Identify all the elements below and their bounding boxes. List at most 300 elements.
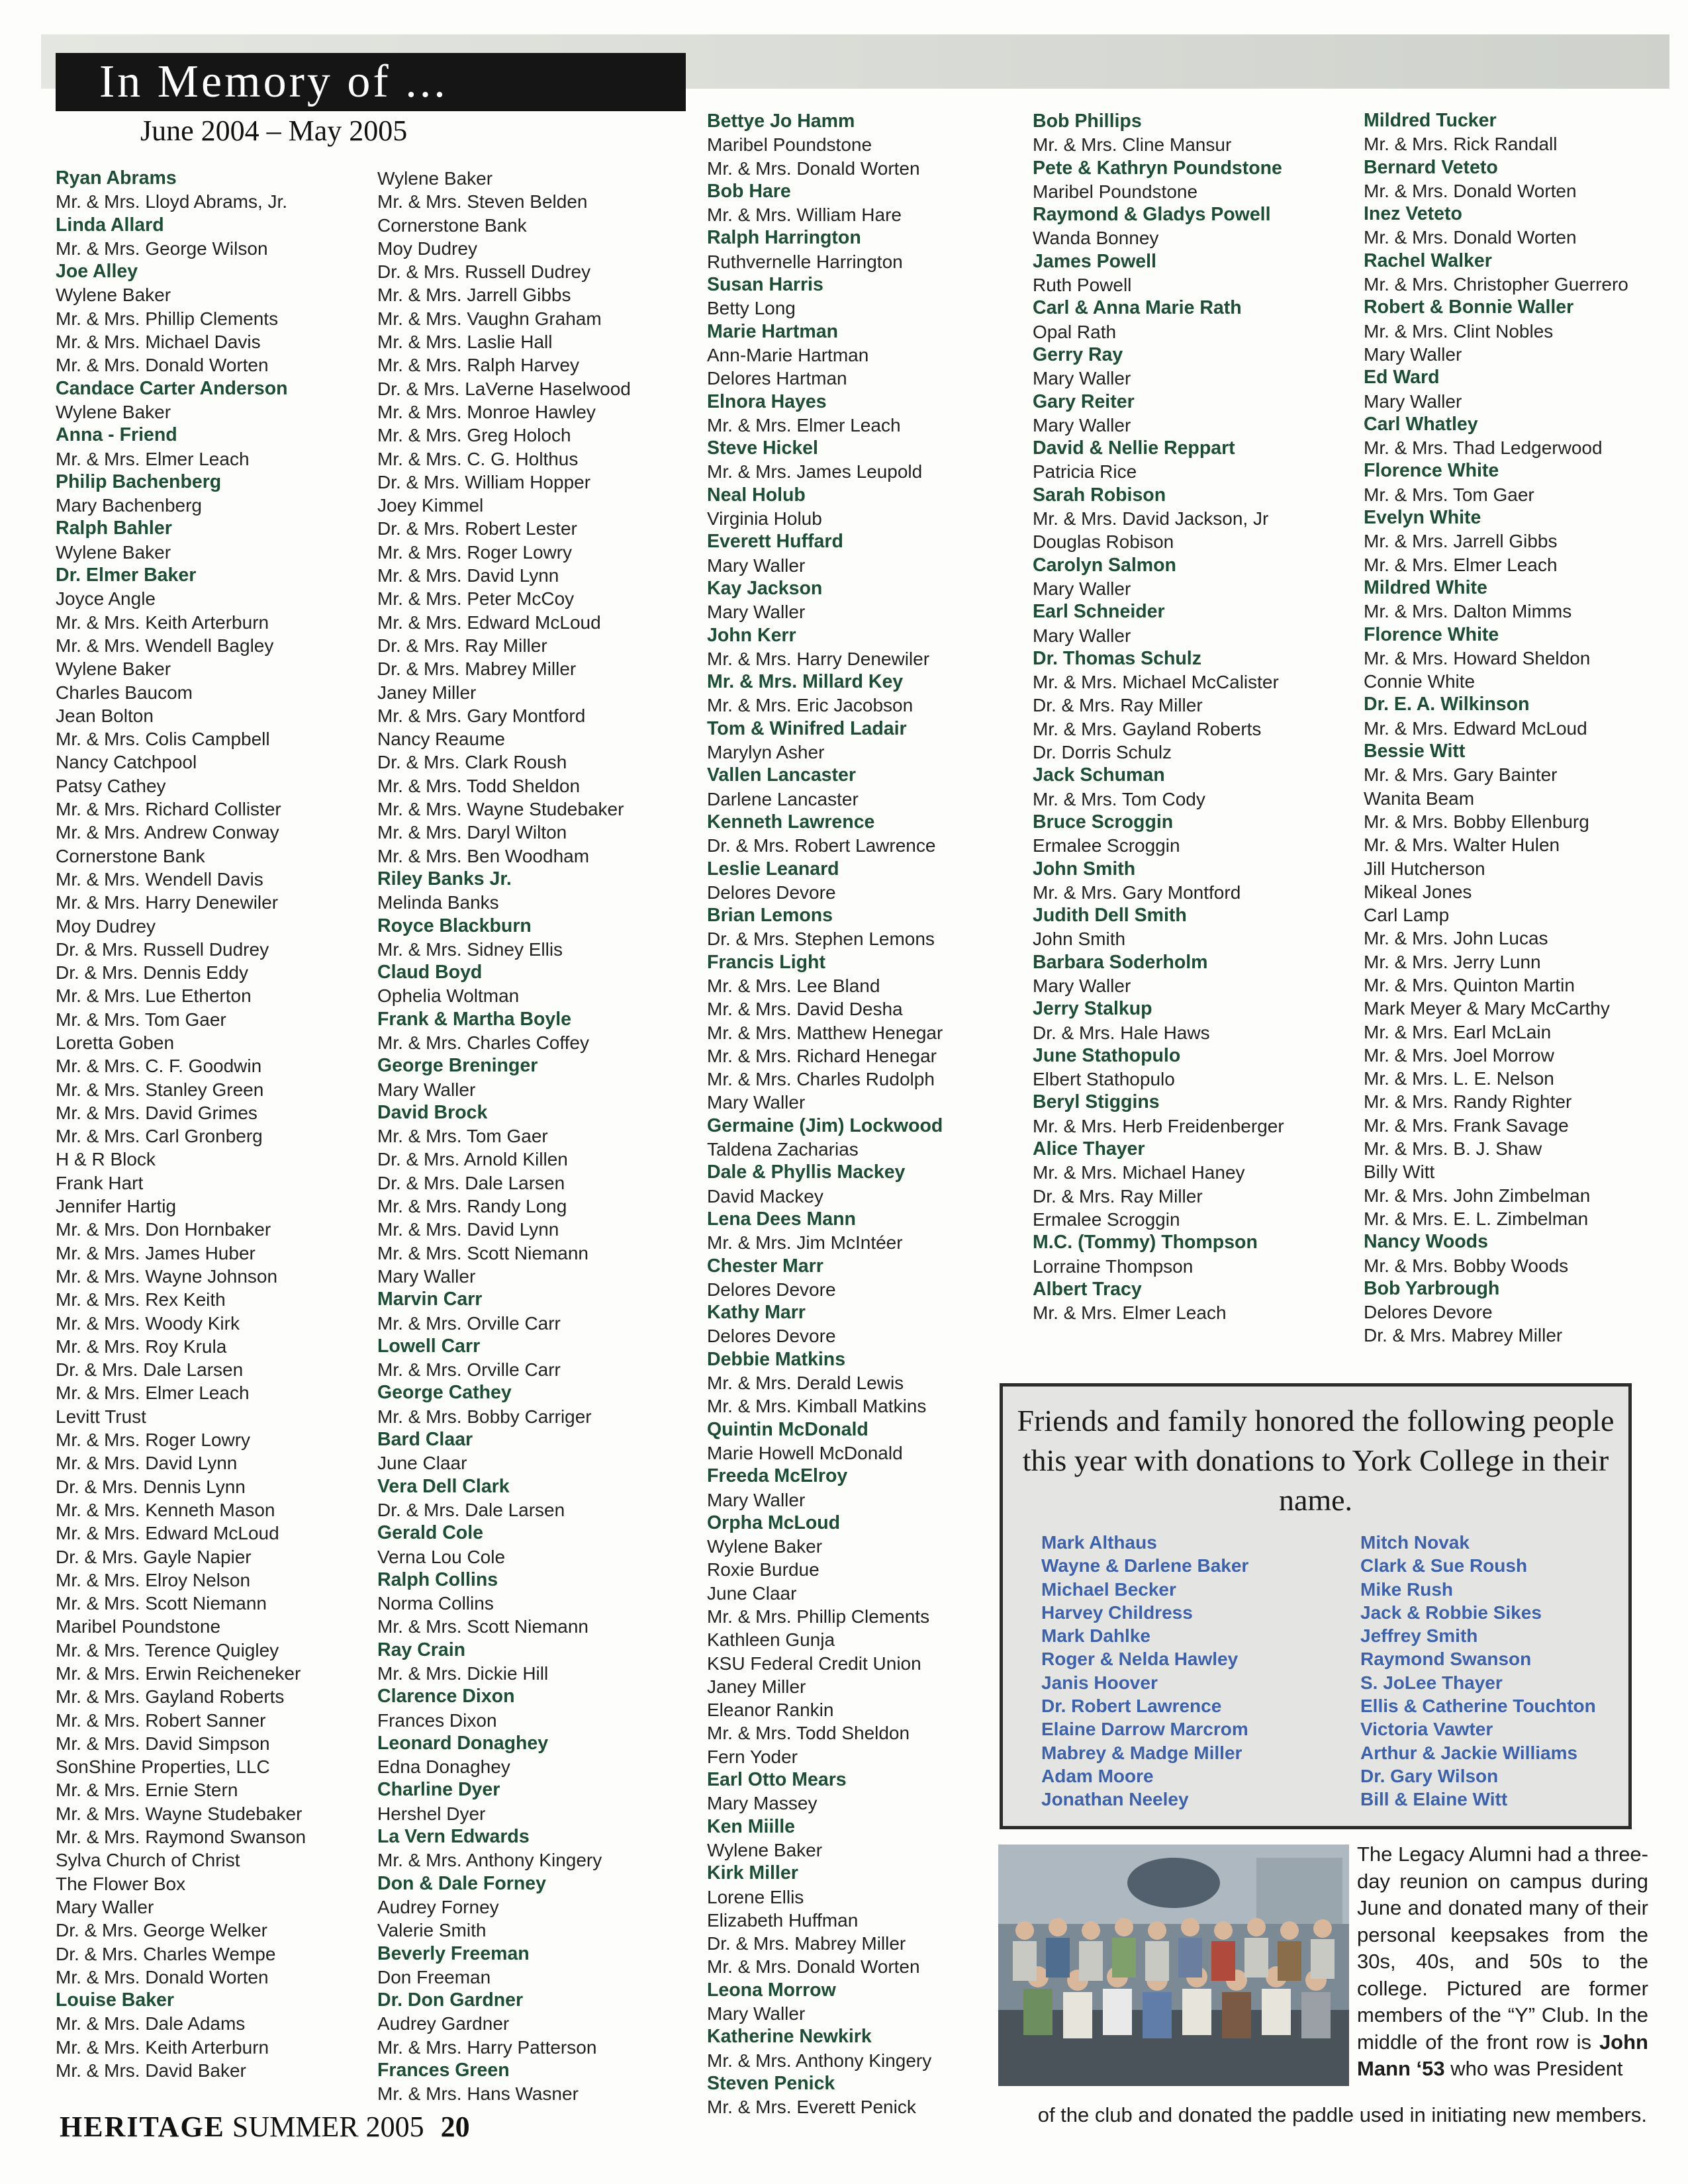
memorial-name: Marvin Carr — [377, 1289, 483, 1310]
donor-name: Mr. & Mrs. Derald Lewis — [707, 1373, 904, 1394]
donor-name: Mary Massey — [707, 1793, 818, 1814]
donor-name: Mr. & Mrs. Elmer Leach — [1364, 554, 1558, 575]
memorial-name: Debbie Matkins — [707, 1348, 846, 1370]
memorial-name: Bessie Witt — [1364, 741, 1466, 762]
donor-name: Mr. & Mrs. Rex Keith — [56, 1289, 226, 1310]
photo-caption-tail: of the club and donated the paddle used in initiating new members. — [1037, 2103, 1647, 2126]
memorial-name: Dr. Thomas Schulz — [1033, 647, 1201, 669]
donor-name: Dr. & Mrs. George Welker — [56, 1920, 268, 1941]
donor-name: Dr. & Mrs. Robert Lester — [377, 518, 577, 539]
donor-name: Mr. & Mrs. C. G. Holthus — [377, 448, 579, 469]
donor-name: Mr. & Mrs. Sidney Ellis — [377, 938, 563, 960]
donor-name: Mr. & Mrs. Elmer Leach — [56, 1383, 250, 1404]
donor-name: Mr. & Mrs. Jim McIntéer — [707, 1232, 903, 1253]
memorial-name: Philip Bachenberg — [56, 471, 222, 492]
memorial-name: Steven Penick — [707, 2072, 835, 2094]
donor-name: Mr. & Mrs. C. F. Goodwin — [56, 1056, 262, 1077]
donor-name: Mr. & Mrs. Dale Adams — [56, 2013, 246, 2034]
memorial-name: Bard Claar — [377, 1429, 473, 1451]
donor-name: Dr. & Mrs. Gayle Napier — [56, 1546, 252, 1567]
donor-name: Mr. & Mrs. James Huber — [56, 1242, 256, 1263]
donor-name: Mr. & Mrs. Charles Rudolph — [707, 1069, 935, 1090]
donor-name: Mr. & Mrs. Tom Gaer — [377, 1126, 548, 1147]
donor-name: Maribel Poundstone — [1033, 181, 1198, 202]
memorial-name: Ralph Harrington — [707, 227, 861, 249]
donor-name: Mr. & Mrs. David Lynn — [377, 1219, 559, 1240]
memorial-name: Carolyn Salmon — [1033, 554, 1176, 576]
honoree-name: Harvey Childress — [1041, 1602, 1193, 1623]
honoree-name: Mitch Novak — [1360, 1532, 1470, 1553]
donor-name: Patsy Cathey — [56, 775, 166, 796]
donor-name: Marylyn Asher — [707, 742, 825, 763]
donor-name: Mary Waller — [707, 602, 806, 623]
donor-name: Sylva Church of Christ — [56, 1850, 240, 1871]
donor-name: Mr. & Mrs. Everett Penick — [707, 2097, 916, 2118]
donor-name: Mr. & Mrs. David Lynn — [377, 565, 559, 586]
donor-name: Jennifer Hartig — [56, 1196, 177, 1217]
honoree-name: Raymond Swanson — [1360, 1649, 1532, 1670]
honor-heading: Friends and family honored the following people this year with donations to York College in their name. — [1017, 1404, 1615, 1517]
honoree-name: Wayne & Darlene Baker — [1041, 1555, 1249, 1576]
memorial-name: Ryan Abrams — [56, 167, 177, 189]
donor-name: Mr. & Mrs. Michael McCalister — [1033, 672, 1279, 693]
memorial-name: James Powell — [1033, 250, 1156, 272]
donor-name: Wylene Baker — [56, 401, 171, 422]
donor-name: Mr. & Mrs. Keith Arterburn — [56, 2036, 269, 2058]
donor-name: Dr. & Mrs. Dale Larsen — [56, 1359, 244, 1381]
donor-name: Delores Devore — [1364, 1302, 1493, 1323]
donor-name: Mary Waller — [56, 1896, 154, 1917]
donor-name: Mary Waller — [1033, 975, 1131, 996]
donor-name: Mr. & Mrs. Monroe Hawley — [377, 401, 596, 422]
donor-name: Dr. & Mrs. Ray Miller — [1033, 695, 1203, 716]
donor-name: Loretta Goben — [56, 1032, 175, 1053]
donor-name: Mr. & Mrs. Walter Hulen — [1364, 835, 1560, 856]
donor-name: Elizabeth Huffman — [707, 1909, 859, 1931]
donor-name: Mr. & Mrs. Cline Mansur — [1033, 134, 1232, 156]
donor-name: Mr. & Mrs. Michael Davis — [56, 332, 261, 353]
donor-name: Edna Donaghey — [377, 1756, 510, 1778]
donor-name: Ermalee Scroggin — [1033, 835, 1180, 856]
donor-name: Dr. & Mrs. Dale Larsen — [377, 1499, 565, 1520]
donor-name: Delores Devore — [707, 882, 836, 903]
donor-name: Dr. & Mrs. Clark Roush — [377, 752, 567, 773]
donor-name: SonShine Properties, LLC — [56, 1756, 270, 1778]
donor-name: Dr. & Mrs. Dennis Eddy — [56, 962, 248, 983]
donor-name: Hershel Dyer — [377, 1803, 486, 1824]
donor-name: Mr. & Mrs. Lloyd Abrams, Jr. — [56, 191, 288, 212]
memorial-name: La Vern Edwards — [377, 1826, 530, 1848]
memorial-name: Leona Morrow — [707, 1979, 836, 2001]
memorial-name: Lowell Carr — [377, 1335, 481, 1357]
donor-name: Mr. & Mrs. David Jackson, Jr — [1033, 508, 1269, 529]
donor-name: Mr. & Mrs. Harry Denewiler — [707, 648, 930, 669]
donor-name: Mr. & Mrs. Donald Worten — [707, 1956, 920, 1978]
caption-text-end: who was President — [1444, 2057, 1623, 2080]
honoree-name: Dr. Robert Lawrence — [1041, 1696, 1222, 1717]
memorial-name: Rachel Walker — [1364, 250, 1492, 271]
donor-name: Dr. & Mrs. William Hopper — [377, 471, 591, 492]
memorial-name: Frank & Martha Boyle — [377, 1008, 571, 1030]
memorial-name: Gary Reiter — [1033, 390, 1135, 412]
donor-name: Mr. & Mrs. L. E. Nelson — [1364, 1068, 1554, 1089]
memorial-name: Dr. Don Gardner — [377, 1989, 524, 2011]
donor-name: Dr. & Mrs. Arnold Killen — [377, 1149, 568, 1170]
memorial-name: Beverly Freeman — [377, 1942, 530, 1964]
donor-name: Mary Waller — [1364, 390, 1462, 412]
donor-name: Mr. & Mrs. Rick Randall — [1364, 134, 1558, 155]
donor-name: Joyce Angle — [56, 588, 156, 610]
donor-name: Mr. & Mrs. Phillip Clements — [707, 1606, 930, 1627]
donor-name: Mr. & Mrs. Erwin Reicheneker — [56, 1663, 301, 1684]
donor-name: Mr. & Mrs. Roger Lowry — [377, 541, 573, 563]
donor-name: Betty Long — [707, 298, 796, 319]
honoree-name: Jeffrey Smith — [1360, 1625, 1478, 1647]
donor-name: Mr. & Mrs. Jerry Lunn — [1364, 951, 1541, 972]
donor-name: Jean Bolton — [56, 705, 154, 726]
donor-name: Mikeal Jones — [1364, 881, 1472, 902]
donor-name: Darlene Lancaster — [707, 788, 859, 809]
donor-name: Delores Devore — [707, 1326, 836, 1347]
honor-list-left — [1041, 1531, 1248, 1811]
memorial-name: Tom & Winifred Ladair — [707, 717, 907, 739]
donor-name: Dr. & Mrs. Ray Miller — [377, 635, 547, 656]
donor-name: Audrey Gardner — [377, 2013, 510, 2034]
memorial-name: David Brock — [377, 1101, 488, 1123]
memorial-name: Raymond & Gladys Powell — [1033, 204, 1271, 226]
honoree-name: Mark Dahlke — [1041, 1625, 1150, 1647]
donor-name: Maribel Poundstone — [56, 1616, 221, 1637]
donor-name: Mr. & Mrs. Daryl Wilton — [377, 822, 567, 843]
donor-name: Mr. & Mrs. Clint Nobles — [1364, 320, 1554, 341]
donor-name: Maribel Poundstone — [707, 134, 872, 156]
donor-name: Nancy Reaume — [377, 729, 505, 750]
donor-name: June Claar — [707, 1582, 797, 1604]
memorial-name: Earl Otto Mears — [707, 1769, 847, 1791]
donor-name: Marie Howell McDonald — [707, 1442, 903, 1463]
donor-name: Mary Waller — [377, 1079, 476, 1100]
memorial-name: Lena Dees Mann — [707, 1208, 856, 1230]
memorial-name: Dr. E. A. Wilkinson — [1364, 694, 1530, 715]
donor-name: KSU Federal Credit Union — [707, 1653, 921, 1674]
donor-name: Mr. & Mrs. Scott Niemann — [56, 1593, 267, 1614]
donor-name: Mr. & Mrs. Donald Worten — [56, 1966, 269, 1987]
donor-name: Patricia Rice — [1033, 461, 1137, 482]
memorial-name: John Smith — [1033, 858, 1136, 880]
donor-name: Mr. & Mrs. Laslie Hall — [377, 332, 553, 353]
donor-name: John Smith — [1033, 929, 1126, 950]
donor-name: Cornerstone Bank — [56, 845, 205, 866]
donor-name: Mr. & Mrs. Roy Krula — [56, 1336, 227, 1357]
donor-name: Dr. Dorris Schulz — [1033, 742, 1172, 763]
donor-name: Elbert Stathopulo — [1033, 1069, 1175, 1090]
memorial-name: Neal Holub — [707, 484, 806, 506]
title-banner — [56, 53, 686, 111]
donor-name: Mr. & Mrs. Todd Sheldon — [707, 1723, 910, 1744]
donor-name: Mr. & Mrs. Harry Denewiler — [56, 892, 279, 913]
donor-name: Mr. & Mrs. Bobby Woods — [1364, 1255, 1569, 1276]
memorial-name: Chester Marr — [707, 1255, 823, 1277]
donor-name: Mr. & Mrs. Donald Worten — [1364, 227, 1577, 248]
donor-name: Mr. & Mrs. Michael Haney — [1033, 1162, 1245, 1183]
donor-name: Frank Hart — [56, 1172, 144, 1193]
donor-name: Wylene Baker — [56, 285, 171, 306]
donor-name: Dr. & Mrs. Hale Haws — [1033, 1022, 1210, 1043]
donor-name: Mr. & Mrs. Thad Ledgerwood — [1364, 437, 1603, 459]
memorial-name: Kay Jackson — [707, 577, 823, 599]
honoree-name: Elaine Darrow Marcrom — [1041, 1719, 1248, 1740]
donor-name: Billy Witt — [1364, 1161, 1435, 1183]
issue-label: SUMMER 2005 — [232, 2111, 424, 2143]
memorial-name: Ralph Collins — [377, 1569, 498, 1590]
donor-name: Mary Waller — [707, 1489, 806, 1510]
memorial-name: Katherine Newkirk — [707, 2026, 872, 2048]
honoree-name: Dr. Gary Wilson — [1360, 1765, 1499, 1786]
page-number: 20 — [440, 2111, 470, 2143]
memorial-name: Barbara Soderholm — [1033, 951, 1208, 973]
donor-name: Mr. & Mrs. Wendell Bagley — [56, 635, 274, 656]
donor-name: Melinda Banks — [377, 892, 499, 913]
caption-highlight-name: John Mann ‘53 — [1357, 2030, 1648, 2080]
honoree-name: S. JoLee Thayer — [1360, 1672, 1503, 1693]
donor-name: Mr. & Mrs. Vaughn Graham — [377, 308, 602, 329]
memorial-name: David & Nellie Reppart — [1033, 437, 1235, 459]
memorial-name: Vera Dell Clark — [377, 1475, 510, 1497]
honoree-name: Janis Hoover — [1041, 1672, 1158, 1693]
donor-name: Mr. & Mrs. Anthony Kingery — [707, 2050, 932, 2071]
honoree-name: Mike Rush — [1360, 1578, 1454, 1600]
donor-name: Mr. & Mrs. Hans Wasner — [377, 2083, 579, 2105]
group-photo — [998, 1844, 1349, 2086]
honoree-name: Bill & Elaine Witt — [1360, 1789, 1508, 1810]
donor-name: Mr. & Mrs. Ben Woodham — [377, 845, 590, 866]
donor-name: Mr. & Mrs. Wayne Studebaker — [377, 799, 624, 820]
memorial-name: Ed Ward — [1364, 367, 1440, 388]
donor-name: Mr. & Mrs. David Desha — [707, 999, 903, 1020]
donor-name: Mr. & Mrs. Herb Freidenberger — [1033, 1115, 1284, 1136]
memorial-name: Carl Whatley — [1364, 413, 1478, 435]
donor-name: Mr. & Mrs. John Zimbelman — [1364, 1185, 1591, 1206]
donor-name: Mr. & Mrs. Earl McLain — [1364, 1021, 1552, 1042]
donor-name: Wanda Bonney — [1033, 228, 1159, 249]
memorial-column-4 — [1033, 110, 1284, 1324]
caption-text: The Legacy Alumni had a three-day reunion on campus during June and donated many of their personal keepsakes from the 30s, 40s, and 50s to the college. Pictured are former members of the “Y” Club. In the middle of the front row is — [1357, 1843, 1648, 2054]
memorial-name: Robert & Bonnie Waller — [1364, 296, 1574, 318]
donor-name: Mr. & Mrs. Colis Campbell — [56, 729, 270, 750]
memorial-name: Carl & Anna Marie Rath — [1033, 297, 1242, 319]
donor-name: Mary Waller — [377, 1265, 476, 1287]
honoree-name: Mark Althaus — [1041, 1532, 1157, 1553]
donor-name: Mr. & Mrs. Tom Gaer — [1364, 484, 1534, 505]
donor-name: Mr. & Mrs. Gary Bainter — [1364, 764, 1558, 786]
donor-name: Mr. & Mrs. Jarrell Gibbs — [1364, 531, 1558, 552]
memorial-name: Quintin McDonald — [707, 1418, 868, 1440]
donor-name: Nancy Catchpool — [56, 752, 197, 773]
donor-name: Mr. & Mrs. Gary Montford — [377, 705, 586, 726]
donor-name: Mr. & Mrs. Richard Henegar — [707, 1045, 937, 1066]
donor-name: Mr. & Mrs. Steven Belden — [377, 191, 588, 212]
donor-name: Dr. & Mrs. Mabrey Miller — [377, 659, 577, 680]
donor-name: Douglas Robison — [1033, 531, 1174, 553]
donor-name: Joey Kimmel — [377, 495, 484, 516]
donor-name: Mr. & Mrs. Elroy Nelson — [56, 1569, 251, 1590]
memorial-name: Mildred White — [1364, 576, 1487, 598]
honoree-name: Adam Moore — [1041, 1765, 1154, 1786]
donor-name: Janey Miller — [707, 1676, 806, 1697]
donor-name: Frances Dixon — [377, 1709, 497, 1731]
memorial-name: Everett Huffard — [707, 531, 843, 553]
donor-name: Mr. & Mrs. Andrew Conway — [56, 822, 279, 843]
donor-name: Mr. & Mrs. Christopher Guerrero — [1364, 274, 1628, 295]
donor-name: Dr. & Mrs. Mabrey Miller — [1364, 1325, 1563, 1346]
memorial-name: Beryl Stiggins — [1033, 1091, 1160, 1113]
memorial-name: Ray Crain — [377, 1639, 466, 1661]
memorial-name: Leonard Donaghey — [377, 1732, 549, 1754]
memorial-column-1 — [56, 167, 306, 2082]
donor-name: Ann-Marie Hartman — [707, 344, 869, 365]
donor-name: Lorene Ellis — [707, 1886, 804, 1907]
memorial-name: Charline Dyer — [377, 1779, 500, 1801]
donor-name: Virginia Holub — [707, 508, 822, 529]
memorial-name: Florence White — [1364, 623, 1499, 645]
memorial-name: Evelyn White — [1364, 507, 1481, 529]
donor-name: Mr. & Mrs. Orville Carr — [377, 1359, 561, 1381]
memorial-name: Mr. & Mrs. Millard Key — [707, 671, 904, 693]
memorial-name: Clarence Dixon — [377, 1686, 515, 1707]
donor-name: Mr. & Mrs. Donald Worten — [1364, 180, 1577, 201]
donor-name: Lorraine Thompson — [1033, 1255, 1194, 1277]
donor-name: Mr. & Mrs. Orville Carr — [377, 1312, 561, 1334]
donor-name: David Mackey — [707, 1185, 823, 1206]
donor-name: Roxie Burdue — [707, 1559, 820, 1580]
donor-name: Dr. & Mrs. LaVerne Haselwood — [377, 378, 631, 399]
donor-name: Mr. & Mrs. Raymond Swanson — [56, 1827, 306, 1848]
memorial-name: Bob Phillips — [1033, 111, 1142, 132]
donor-name: Ruthvernelle Harrington — [707, 251, 903, 272]
donor-name: The Flower Box — [56, 1873, 186, 1894]
donor-name: Mr. & Mrs. James Leupold — [707, 461, 923, 482]
donor-name: Mr. & Mrs. Randy Long — [377, 1196, 567, 1217]
donor-name: Mr. & Mrs. Lee Bland — [707, 975, 880, 996]
donor-name: Mr. & Mrs. Lue Etherton — [56, 985, 252, 1007]
memorial-name: Dr. Elmer Baker — [56, 565, 197, 586]
donor-name: Mr. & Mrs. David Grimes — [56, 1102, 258, 1123]
donor-name: Mary Waller — [707, 1092, 806, 1113]
memorial-name: Riley Banks Jr. — [377, 868, 512, 889]
donor-name: Mr. & Mrs. Richard Collister — [56, 799, 281, 820]
donor-name: Jill Hutcherson — [1364, 858, 1485, 879]
donor-name: Ruth Powell — [1033, 275, 1132, 296]
donor-name: Wylene Baker — [377, 168, 493, 189]
memorial-name: Kathy Marr — [707, 1302, 806, 1324]
donor-name: Moy Dudrey — [56, 915, 156, 936]
memorial-name: George Breninger — [377, 1055, 538, 1077]
donor-name: Wanita Beam — [1364, 788, 1475, 809]
honoree-name: Clark & Sue Roush — [1360, 1555, 1528, 1576]
memorial-name: Vallen Lancaster — [707, 764, 856, 786]
date-range: June 2004 – May 2005 — [140, 114, 408, 147]
memorial-name: Bob Hare — [707, 180, 791, 202]
donor-name: Mr. & Mrs. Edward McLoud — [377, 612, 601, 633]
donor-name: Delores Hartman — [707, 368, 847, 389]
memorial-name: Gerald Cole — [377, 1522, 483, 1544]
donor-name: Mr. & Mrs. Scott Niemann — [377, 1616, 588, 1637]
memorial-name: Mildred Tucker — [1364, 110, 1497, 131]
memorial-name: Susan Harris — [707, 274, 823, 296]
donor-name: Charles Baucom — [56, 682, 193, 703]
donor-name: Dr. & Mrs. Russell Dudrey — [56, 938, 269, 960]
donor-name: Mr. & Mrs. William Hare — [707, 205, 902, 226]
donor-name: Kathleen Gunja — [707, 1629, 835, 1651]
memorial-name: Royce Blackburn — [377, 915, 532, 936]
honoree-name: Arthur & Jackie Williams — [1360, 1742, 1578, 1763]
donor-name: Mr. & Mrs. John Lucas — [1364, 928, 1548, 949]
donor-name: Mr. & Mrs. Eric Jacobson — [707, 695, 914, 716]
donor-name: Mr. & Mrs. Frank Savage — [1364, 1115, 1569, 1136]
donor-name: Mr. & Mrs. Carl Gronberg — [56, 1126, 263, 1147]
memorial-name: Germaine (Jim) Lockwood — [707, 1115, 943, 1136]
donor-name: Dr. & Mrs. Dale Larsen — [377, 1172, 565, 1193]
donor-name: Mr. & Mrs. B. J. Shaw — [1364, 1138, 1542, 1160]
donor-name: Connie White — [1364, 671, 1476, 692]
donor-name: Wylene Baker — [707, 1536, 823, 1557]
donor-name: Carl Lamp — [1364, 905, 1450, 926]
donor-name: Mary Waller — [1033, 414, 1131, 435]
honoree-name: Jonathan Neeley — [1041, 1789, 1189, 1810]
memorial-name: Ken Miille — [707, 1815, 796, 1837]
donor-name: Mr. & Mrs. Don Hornbaker — [56, 1219, 271, 1240]
donor-name: Mr. & Mrs. Elmer Leach — [56, 448, 250, 469]
donor-name: Mr. & Mrs. Edward McLoud — [56, 1523, 279, 1544]
honor-list-right — [1360, 1531, 1596, 1811]
donor-name: Dr. & Mrs. Russell Dudrey — [377, 261, 591, 283]
donor-name: Mr. & Mrs. Jarrell Gibbs — [377, 285, 571, 306]
memorial-name: Leslie Leanard — [707, 858, 839, 880]
honoree-name: Jack & Robbie Sikes — [1360, 1602, 1542, 1623]
donor-name: Dr. & Mrs. Stephen Lemons — [707, 929, 935, 950]
memorial-name: Bettye Jo Hamm — [707, 111, 855, 132]
donor-name: Mary Waller — [1033, 368, 1131, 389]
memorial-name: Alice Thayer — [1033, 1138, 1145, 1160]
honor-box — [1000, 1383, 1632, 1829]
donor-name: Delores Devore — [707, 1279, 836, 1300]
memorial-name: Kirk Miller — [707, 1862, 798, 1884]
donor-name: Moy Dudrey — [377, 238, 477, 259]
donor-name: Mr. & Mrs. Howard Sheldon — [1364, 647, 1591, 668]
donor-name: Don Freeman — [377, 1966, 491, 1987]
donor-name: Mr. & Mrs. Donald Worten — [707, 158, 920, 179]
memorial-name: M.C. (Tommy) Thompson — [1033, 1232, 1258, 1253]
memorial-name: Anna - Friend — [56, 424, 177, 446]
magazine-name: HERITAGE — [60, 2111, 225, 2143]
memorial-name: Pete & Kathryn Poundstone — [1033, 157, 1282, 179]
memorial-name: John Kerr — [707, 624, 796, 646]
memorial-column-3 — [707, 110, 943, 2119]
memorial-name: Elnora Hayes — [707, 390, 827, 412]
donor-name: Mr. & Mrs. Harry Patterson — [377, 2036, 597, 2058]
donor-name: Mr. & Mrs. Roger Lowry — [56, 1430, 251, 1451]
memorial-name: Freeda McElroy — [707, 1465, 848, 1487]
donor-name: Mr. & Mrs. Ralph Harvey — [377, 355, 579, 376]
donor-name: Mr. & Mrs. Dalton Mimms — [1364, 601, 1572, 622]
donor-name: Mary Waller — [707, 555, 806, 576]
donor-name: Mr. & Mrs. Kimball Matkins — [707, 1396, 927, 1417]
memorial-name: Linda Allard — [56, 214, 164, 236]
donor-name: Cornerstone Bank — [377, 214, 527, 236]
memorial-name: Joe Alley — [56, 261, 138, 283]
donor-name: Verna Lou Cole — [377, 1546, 506, 1567]
photo-caption — [1357, 1841, 1648, 2083]
